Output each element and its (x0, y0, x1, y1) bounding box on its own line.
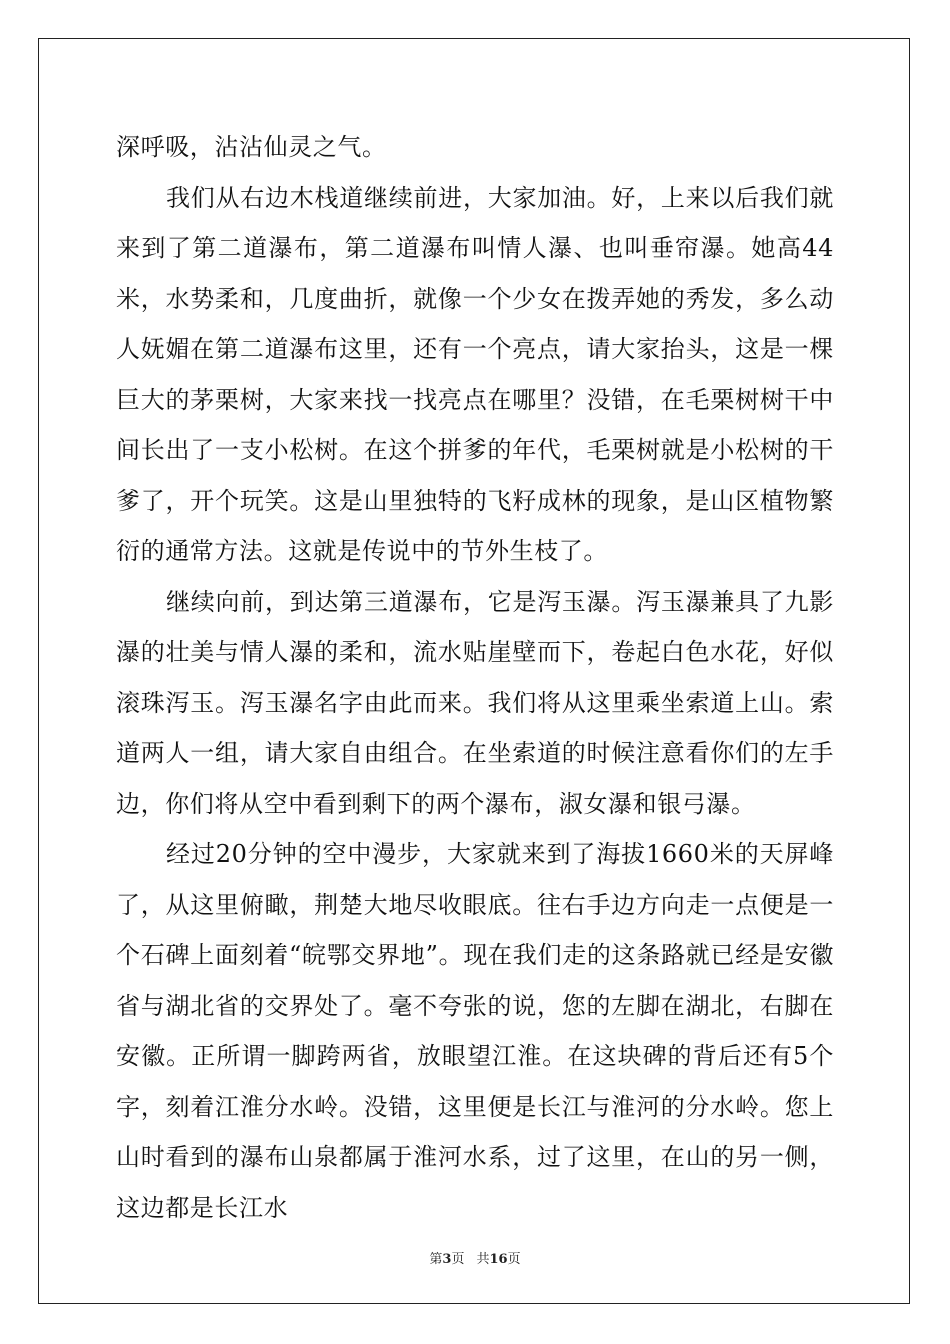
page-prefix: 第 (429, 1252, 443, 1267)
total-unit: 页 (507, 1252, 521, 1267)
current-page-number: 3 (442, 1252, 452, 1267)
total-prefix: 共 (476, 1252, 490, 1267)
total-page-count: 16 (489, 1252, 508, 1267)
paragraph-1: 深呼吸，沾沾仙灵之气。 (116, 133, 387, 161)
paragraph-3: 继续向前，到达第三道瀑布，它是泻玉瀑。泻玉瀑兼具了九影瀑的壮美与情人瀑的柔和，流水贴崖壁而下，卷起白色水花，好似滚珠泻玉。泻玉瀑名字由此而来。我们将从这里乘坐索道上山。索道两人一组，请大家自由组合。在坐索道的时候注意看你们的左手边，你们将从空中看到剩下的两个瀑布，淑女瀑和银弓瀑。 (116, 587, 834, 818)
paragraph-4: 经过20分钟的空中漫步，大家就来到了海拔1660米的天屏峰了，从这里俯瞰，荆楚大地尽收眼底。往右手边方向走一点便是一个石碑上面刻着“皖鄂交界地”。现在我们走的这条路就已经是安徽省与湖北省的交界处了。毫不夸张的说，您的左脚在湖北，右脚在安徽。正所谓一脚跨两省，放眼望江淮。在这块碑的背后还有5个字，刻着江淮分水岭。没错，这里便是长江与淮河的分水岭。您上山时看到的瀑布山泉都属于淮河水系，过了这里，在山的另一侧，这边都是长江水 (116, 840, 834, 1222)
page-unit: 页 (451, 1252, 465, 1267)
page-footer (0, 1248, 950, 1267)
paragraph-2: 我们从右边木栈道继续前进，大家加油。好，上来以后我们就来到了第二道瀑布，第二道瀑布叫情人瀑、也叫垂帘瀑。她高44米，水势柔和，几度曲折，就像一个少女在拨弄她的秀发，多么动人妩媚在第二道瀑布这里，还有一个亮点，请大家抬头，这是一棵巨大的茅栗树，大家来找一找亮点在哪里？没错，在毛栗树树干中间长出了一支小松树。在这个拼爹的年代，毛栗树就是小松树的干爹了，开个玩笑。这是山里独特的飞籽成林的现象，是山区植物繁衍的通常方法。这就是传说中的节外生枝了。 (116, 183, 834, 565)
document-body (116, 122, 834, 1233)
